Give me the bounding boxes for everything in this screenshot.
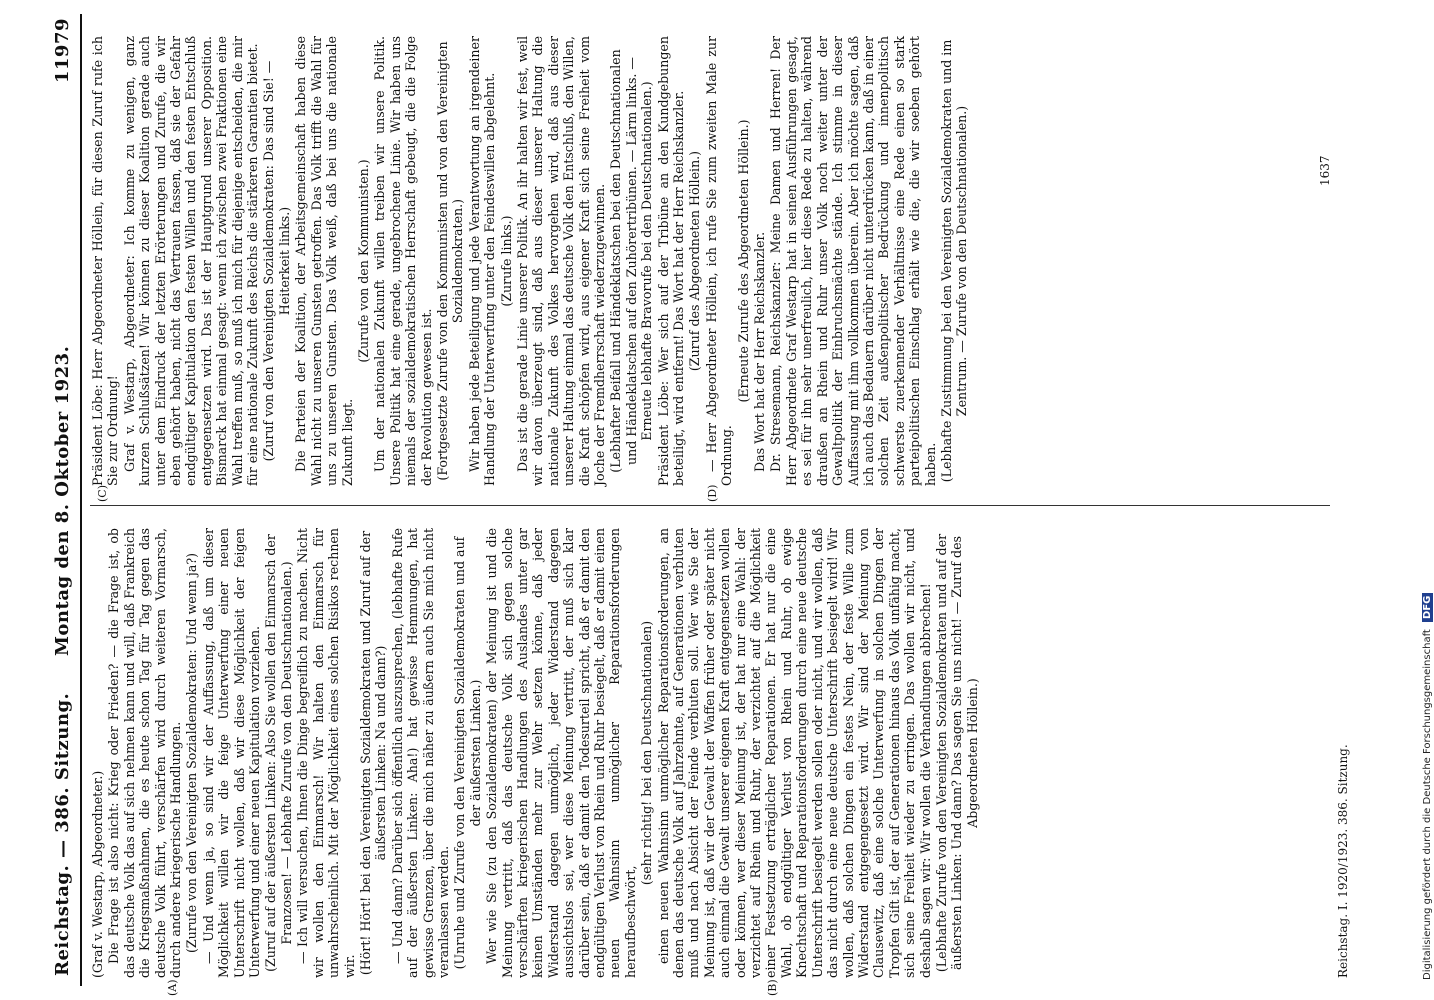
margin-marker-c: (C) <box>96 485 109 502</box>
paragraph: Das Wort hat der Herr Reichskanzler. <box>752 231 768 472</box>
paragraph: (Zuruf des Abgeordneten Höllein.) <box>687 150 703 372</box>
paragraph: Die Parteien der Koalition, der Arbeitsgemeinschaft haben diese Wahl nicht zu unseren Gunsten getroffen. Das Volk trifft die Wahl für uns zu unseren Gunsten. Das Volk weiß, daß bei uns die nationale Zukunft liegt. <box>293 36 355 486</box>
paragraph: Graf v. Westarp, Abgeordneter: Ich komme zu wenigen, ganz kurzen Schlußsätzen! Wir können zu dieser Koalition gerade auch unter dem Eindruck der letzten Erörterungen und Zurufe, die wir eben gehört haben, nicht das Vertrauen fassen, daß sie der Gefahr endgültiger Kapitulation den festen Willen und den festen Entschluß entgegensetzen wird. Das ist der Hauptgrund unserer Opposition. Bismarck hat einmal gesagt: wenn ich zwischen zwei Fraktionen eine Wahl treffen muß, so muß ich mich für diejenige entscheiden, die mir für eine nationale Zukunft des Reichs die stärkeren Garantien bietet. <box>121 36 261 486</box>
paragraph: (Zurufe von den Kommunisten.) <box>355 159 371 363</box>
footer-imprint: Reichstag. I. 1920/1923. 386. Sitzung. <box>1336 744 1350 978</box>
paragraph: — Und dann? Darüber sich öffentlich auszusprechen, (lebhafte Rufe auf der äußersten Linken: Aha!) hat gewisse Hemmungen, hat gewisse Grenzen, über die mich näher zu äußern auch Sie mich nicht veranlassen werden. <box>389 528 451 978</box>
column-divider <box>90 505 1330 506</box>
paragraph: (Zuruf auf der äußersten Linken: Also Sie wollen den Einmarsch der Franzosen! — Lebhafte Zurufe von den Deutschnationalen.) <box>263 534 294 972</box>
paragraph: Präsident Löbe: Wer sich auf der Tribüne an den Kundgebungen beteiligt, wird entfernt! Das Wort hat der Herr Reichskanzler. <box>655 36 687 486</box>
header-session: Reichstag. — 386. Sitzung. <box>52 692 73 976</box>
paragraph: (Lebhafte Zustimmung bei den Vereinigten Sozialdemokraten und im Zentrum. — Zurufe von den Deutschnationalen.) <box>938 39 970 483</box>
paragraph: Wir haben jede Beteiligung und jede Verantwortung an irgendeiner Handlung der Unterwerfung unter den Feindeswillen abgelehnt. <box>466 36 498 486</box>
text-column-right <box>90 36 1150 486</box>
header-rule <box>80 14 82 986</box>
margin-marker-d: (D) <box>706 484 719 502</box>
header-page-number: 11979 <box>52 18 73 84</box>
paragraph: Die Frage ist also nicht: Krieg oder Frieden? — die Frage ist, ob das deutsche Volk das auf sich nehmen kann und will, daß Frankreich die Kriegsmaßnahmen, die es heute schon Tag für Tag gegen das deutsche Volk führt, verschärfen wird durch weiteren Vormarsch, durch andere kriegerische Handlungen. <box>106 528 184 978</box>
paragraph: (Fortgesetzte Zurufe von den Kommunisten und von den Vereinigten Sozialdemokraten.) <box>434 41 466 481</box>
paragraph: (Graf v. Westarp, Abgeordneter.) <box>90 770 105 978</box>
paragraph: Um der nationalen Zukunft willen treiben wir unsere Politik. Unsere Politik hat eine gerade, ungebrochene Linie. Wir haben uns niemals der sozialdemokratischen Herrschaft gebeugt, die die Folge der Revolution gewesen ist. <box>372 36 434 486</box>
paragraph: Dr. Stresemann, Reichskanzler: Meine Damen und Herren! Der Herr Abgeordnete Graf Westarp hat in seinen Ausführungen gesagt, es sei für ihn sehr unerfreulich, hier diese Rede zu halten, während draußen an Rhein und Ruhr unser Volk noch weiter unter der Gewaltpolitik der Einbruchsmächte stände. Ich stimme in dieser Auffassung mit ihm vollkommen überein. Aber ich möchte sagen, daß ich auch das Bedauern darüber nicht unterdrücken kann, daß in einer solchen Zeit außenpolitischer Bedrückung und innenpolitisch schwerste zuerkennender Verhältnisse eine Rede einen so stark parteipolitischen Einschlag erhält wie die, die wir soeben gehört haben. <box>768 36 938 486</box>
paragraph: — Und wenn ja, so sind wir der Auffassung, daß um dieser Möglichkeit willen wir die feige Unterwerfung einer neuen Unterschrift nicht wollen, daß wir diese Möglichkeit der feigen Unterwerfung und einer neuen Kapitulation vorziehen. <box>200 528 263 978</box>
paragraph: (Erneute Zurufe des Abgeordneten Höllein.) <box>735 119 751 403</box>
paragraph: (Lebhafte Zurufe von den Vereinigten Sozialdemokraten und auf der äußersten Linken: Und dann? Das sagen Sie uns nicht! — Zuruf des Abgeordneten Höllein.) <box>933 533 980 973</box>
credit-text: Digitalisierung gefördert durch die Deutsche Forschungsgemeinschaft <box>1422 629 1433 980</box>
text-column-left <box>90 528 1150 978</box>
paragraph: — Ich will versuchen, Ihnen die Dinge begreiflich zu machen. Nicht wir wollen den Einmarsch! Wir halten den Einmarsch für unwahrscheinlich. Mit der Möglichkeit eines solchen Risikos rechnen wir. <box>295 528 357 978</box>
paragraph: (Zuruf von den Vereinigten Sozialdemokraten: Das sind Sie! — Heiterkeit links.) <box>261 60 292 462</box>
paragraph: — Herr Abgeordneter Höllein, ich rufe Sie zum zweiten Male zur Ordnung. <box>703 36 735 486</box>
header-date: Montag den 8. Oktober 1923. <box>52 345 73 656</box>
footer-sheet-number: 1637 <box>1318 155 1332 186</box>
paragraph: (Lebhafter Beifall und Händeklatschen bei den Deutschnationalen und Händeklatschen auf den Zuhörertribünen. — Lärm links. — Erneute lebhafte Bravorufe bei den Deutschnationalen.) <box>608 49 655 473</box>
paragraph: (Hört! Hört! bei den Vereinigten Sozialdemokraten und Zuruf auf der äußersten Linken: Na und dann?) <box>357 530 389 976</box>
margin-marker-a: (A) <box>166 979 179 996</box>
paragraph: (Zurufe von den Vereinigten Sozialdemokraten: Und wenn ja?) <box>184 553 200 953</box>
paragraph: (Zurufe links.) <box>498 215 514 307</box>
paragraph: einen neuen Wahnsinn unmöglicher Reparationsforderungen, an denen das deutsche Volk auf Jahrzehnte, auf Generationen verbluten muß und nach Absicht der Feinde verbluten soll. Wer wie Sie der Meinung ist, daß wir der Gewalt der Waffen früher oder später nicht auch einmal die Gewalt unserer eigenen Kraft entgegensetzen wollen oder können, wer dieser Meinung ist, der hat nur eine Wahl: der verzichtet auf Rhein und Ruhr, der verzichtet auf die Möglichkeit einer Festsetzung erträglicher Reparationen. Er hat nur die eine Wahl, ob endgültiger Verlust von Rhein und Ruhr, ob ewige Knechtschaft und Reparationsforderungen durch eine neue deutsche Unterschrift besiegelt werden sollen oder nicht, und wir wollen, daß das nicht durch eine neue deutsche Unterschrift besiegelt wird! Wir wollen, daß solchen Dingen ein festes Nein, der feste Wille zum Widerstand entgegengesetzt wird. Wir sind der Meinung von Clausewitz, daß eine solche Unterwerfung in solchen Dingen der Tropfen Gift ist, der auf Generationen hinaus das Volk unfähig macht, sich seine Freiheit wieder zu erringen. Das wollen wir nicht, und deshalb sagen wir: Wir wollen die Verhandlungen abbrechen! <box>655 528 933 978</box>
page-content <box>6 14 1390 996</box>
paragraph: (sehr richtig! bei den Deutschnationalen) <box>639 620 655 886</box>
dfg-logo: DFG <box>1422 593 1433 622</box>
digitization-credit <box>1422 593 1433 980</box>
running-head <box>52 14 82 986</box>
paragraph: Präsident Löbe: Herr Abgeordneter Höllein, für diesen Zuruf rufe ich Sie zur Ordnung! <box>90 36 121 486</box>
paragraph: Das ist die gerade Linie unserer Politik. An ihr halten wir fest, weil wir davon überzeugt sind, daß aus dieser unserer Haltung die nationale Zukunft des Volkes hervorgehen wird, daß aus dieser unserer Haltung einmal das deutsche Volk den Entschluß, den Willen, die Kraft schöpfen wird, aus eigener Kraft sich seine Freiheit vom Joche der Fremdherrschaft wiederzugewinnen. <box>514 36 607 486</box>
margin-marker-b: (B) <box>766 979 779 996</box>
paragraph: Wer wie Sie (zu den Sozialdemokraten) der Meinung ist und die Meinung vertritt, daß das deutsche Volk sich gegen solche verschärften kriegerischen Handlungen des Auslandes unter gar keinen Umständen mehr zur Wehr setzen könne, daß jeder Widerstand dagegen unmöglich, jeder Widerstand dagegen aussichtslos sei, wer diese Meinung vertritt, der muß sich klar darüber sein, daß er damit den Todesurteil spricht, daß er damit den endgültigen Verlust von Rhein und Ruhr besiegelt, daß er damit einen neuen Wahnsinn unmöglicher Reparationsforderungen heraufbeschwört, <box>484 528 638 978</box>
paragraph: (Unruhe und Zurufe von den Vereinigten Sozialdemokraten und auf der äußersten Linken.) <box>452 536 483 970</box>
